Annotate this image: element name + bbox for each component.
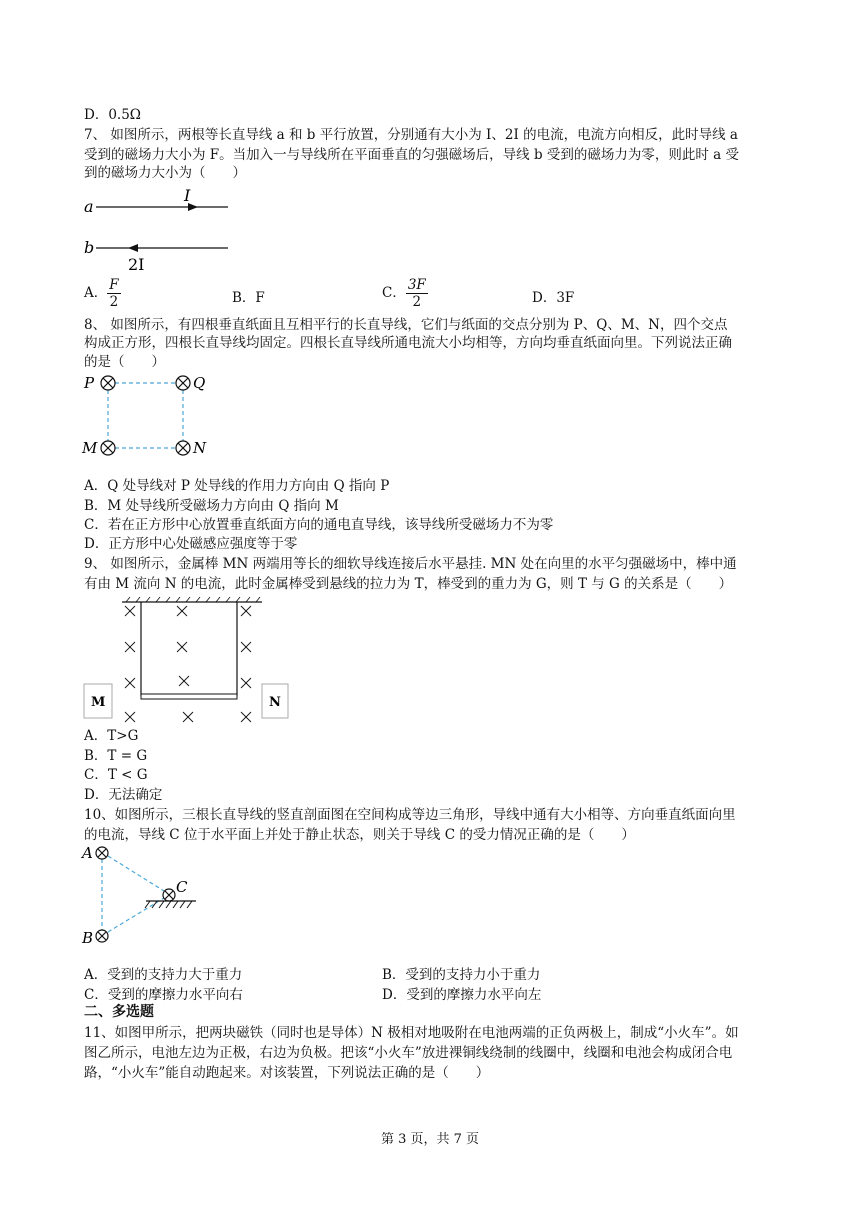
metal-rod: [141, 694, 237, 699]
q7-text-line2: 受到的磁场力大小为 F。当加入一与导线所在平面垂直的匀强磁场后，导线 b 受到的磁场力为零，则此时 a 受: [84, 147, 740, 163]
label-p: P: [84, 374, 95, 392]
q10-option-c[interactable]: C．受到的摩擦力水平向右: [84, 987, 243, 1003]
q9-text-line1: 9、 如图所示，金属棒 MN 两端用等长的细软导线连接后水平悬挂. MN 处在向里的水平匀强磁场中，棒中通: [84, 556, 737, 572]
q7-text-line3: 到的磁场力大小为（ ）: [84, 165, 246, 181]
label-a: a: [84, 197, 94, 216]
q9-option-d[interactable]: D．无法确定: [84, 787, 163, 803]
q8-text-line2: 构成正方形，四根长直导线均固定。四根长直导线所通电流大小均相等，方向均垂直纸面向里。下列说法正确: [84, 335, 732, 351]
wire-n-cross-icon: [176, 441, 190, 455]
field-cross-icons: [125, 606, 251, 722]
q6-option-d: D．0.5Ω: [84, 107, 141, 123]
wire-a-cross-icon: [96, 847, 108, 859]
wire-b-cross-icon: [96, 930, 108, 942]
q10-option-a[interactable]: A．受到的支持力大于重力: [84, 967, 243, 983]
q7-option-d[interactable]: D．3F: [532, 290, 575, 306]
wire-m-cross-icon: [101, 441, 115, 455]
q8-option-c[interactable]: C．若在正方形中心放置垂直纸面方向的通电直导线，该导线所受磁场力不为零: [84, 517, 554, 533]
q10-figure: [78, 842, 218, 950]
q7-option-a[interactable]: A． $\frac{F}{2}$: [84, 277, 119, 310]
q11-text-line1: 11、如图甲所示，把两块磁铁（同时也是导体）N 极相对地吸附在电池两端的正负两极上，制成“小火车”。如: [84, 1025, 739, 1041]
label-q: Q: [193, 374, 206, 392]
q10-option-d[interactable]: D．受到的摩擦力水平向左: [382, 987, 542, 1003]
label-2i: 2I: [128, 255, 145, 274]
square-dashed-outline: [108, 383, 183, 448]
triangle-dashed-outline: [102, 856, 164, 932]
label-a: A: [82, 844, 93, 862]
label-i: I: [184, 188, 191, 205]
q8-figure: [80, 372, 220, 464]
q11-text-line2: 图乙所示，电池左边为正极，右边为负极。把该“小火车”放进裸铜线绕制的线圈中，线圈和电池会构成闭合电: [84, 1045, 733, 1061]
q8-option-b[interactable]: B．M 处导线所受磁场力方向由 Q 指向 M: [84, 498, 339, 514]
wire-c-cross-icon: [163, 889, 175, 901]
q9-option-b[interactable]: B．T = G: [84, 748, 148, 764]
q9-option-c[interactable]: C．T < G: [84, 767, 148, 783]
ceiling-hatch: [126, 597, 260, 602]
label-m: M: [82, 439, 98, 457]
arrow-left-icon: [128, 244, 138, 252]
q10-text-line1: 10、如图所示，三根长直导线的竖直剖面图在空间构成等边三角形，导线中通有大小相等、方向垂直纸面向里: [84, 807, 736, 823]
page-footer: 第 3 页，共 7 页: [380, 1132, 480, 1147]
q9-text-line2: 有由 M 流向 N 的电流，此时金属棒受到悬线的拉力为 T，棒受到的重力为 G，则 T 与 G 的关系是（ ）: [84, 576, 733, 592]
label-n: N: [193, 439, 207, 457]
q7-text-line1: 7、 如图所示，两根等长直导线 a 和 b 平行放置，分别通有大小为 I、2I 的电流，电流方向相反，此时导线 a: [84, 127, 738, 143]
ground-hatch: [145, 901, 192, 908]
q10-option-b[interactable]: B．受到的支持力小于重力: [382, 967, 541, 983]
label-m: M: [91, 695, 106, 710]
q11-text-line3: 路，“小火车”能自动跑起来。对该装置，下列说法正确的是（ ）: [84, 1065, 490, 1081]
label-n: N: [269, 695, 281, 710]
q8-text-line3: 的是（ ）: [84, 354, 165, 370]
wire-p-cross-icon: [101, 376, 115, 390]
q8-option-a[interactable]: A．Q 处导线对 P 处导线的作用力方向由 Q 指向 P: [84, 478, 390, 494]
q9-figure: [80, 596, 300, 728]
q10-text-line2: 的电流，导线 C 位于水平面上并处于静止状态，则关于导线 C 的受力情况正确的是（ ）: [84, 827, 635, 843]
q7-figure: [80, 188, 240, 278]
section-heading: 二、多选题: [84, 1004, 154, 1020]
q8-text-line1: 8、 如图所示，有四根垂直纸面且互相平行的长直导线，它们与纸面的交点分别为 P、Q、M、N，四个交点: [84, 317, 728, 333]
wire-q-cross-icon: [176, 376, 190, 390]
q7-option-b[interactable]: B．F: [232, 290, 265, 306]
q7-option-c[interactable]: C． $\frac{3F}{2}$: [382, 277, 426, 310]
label-b: B: [82, 929, 94, 947]
q9-option-a[interactable]: A．T>G: [84, 728, 139, 744]
label-b: b: [84, 238, 95, 257]
q8-option-d[interactable]: D．正方形中心处磁感应强度等于零: [84, 536, 298, 552]
label-c: C: [176, 878, 188, 896]
